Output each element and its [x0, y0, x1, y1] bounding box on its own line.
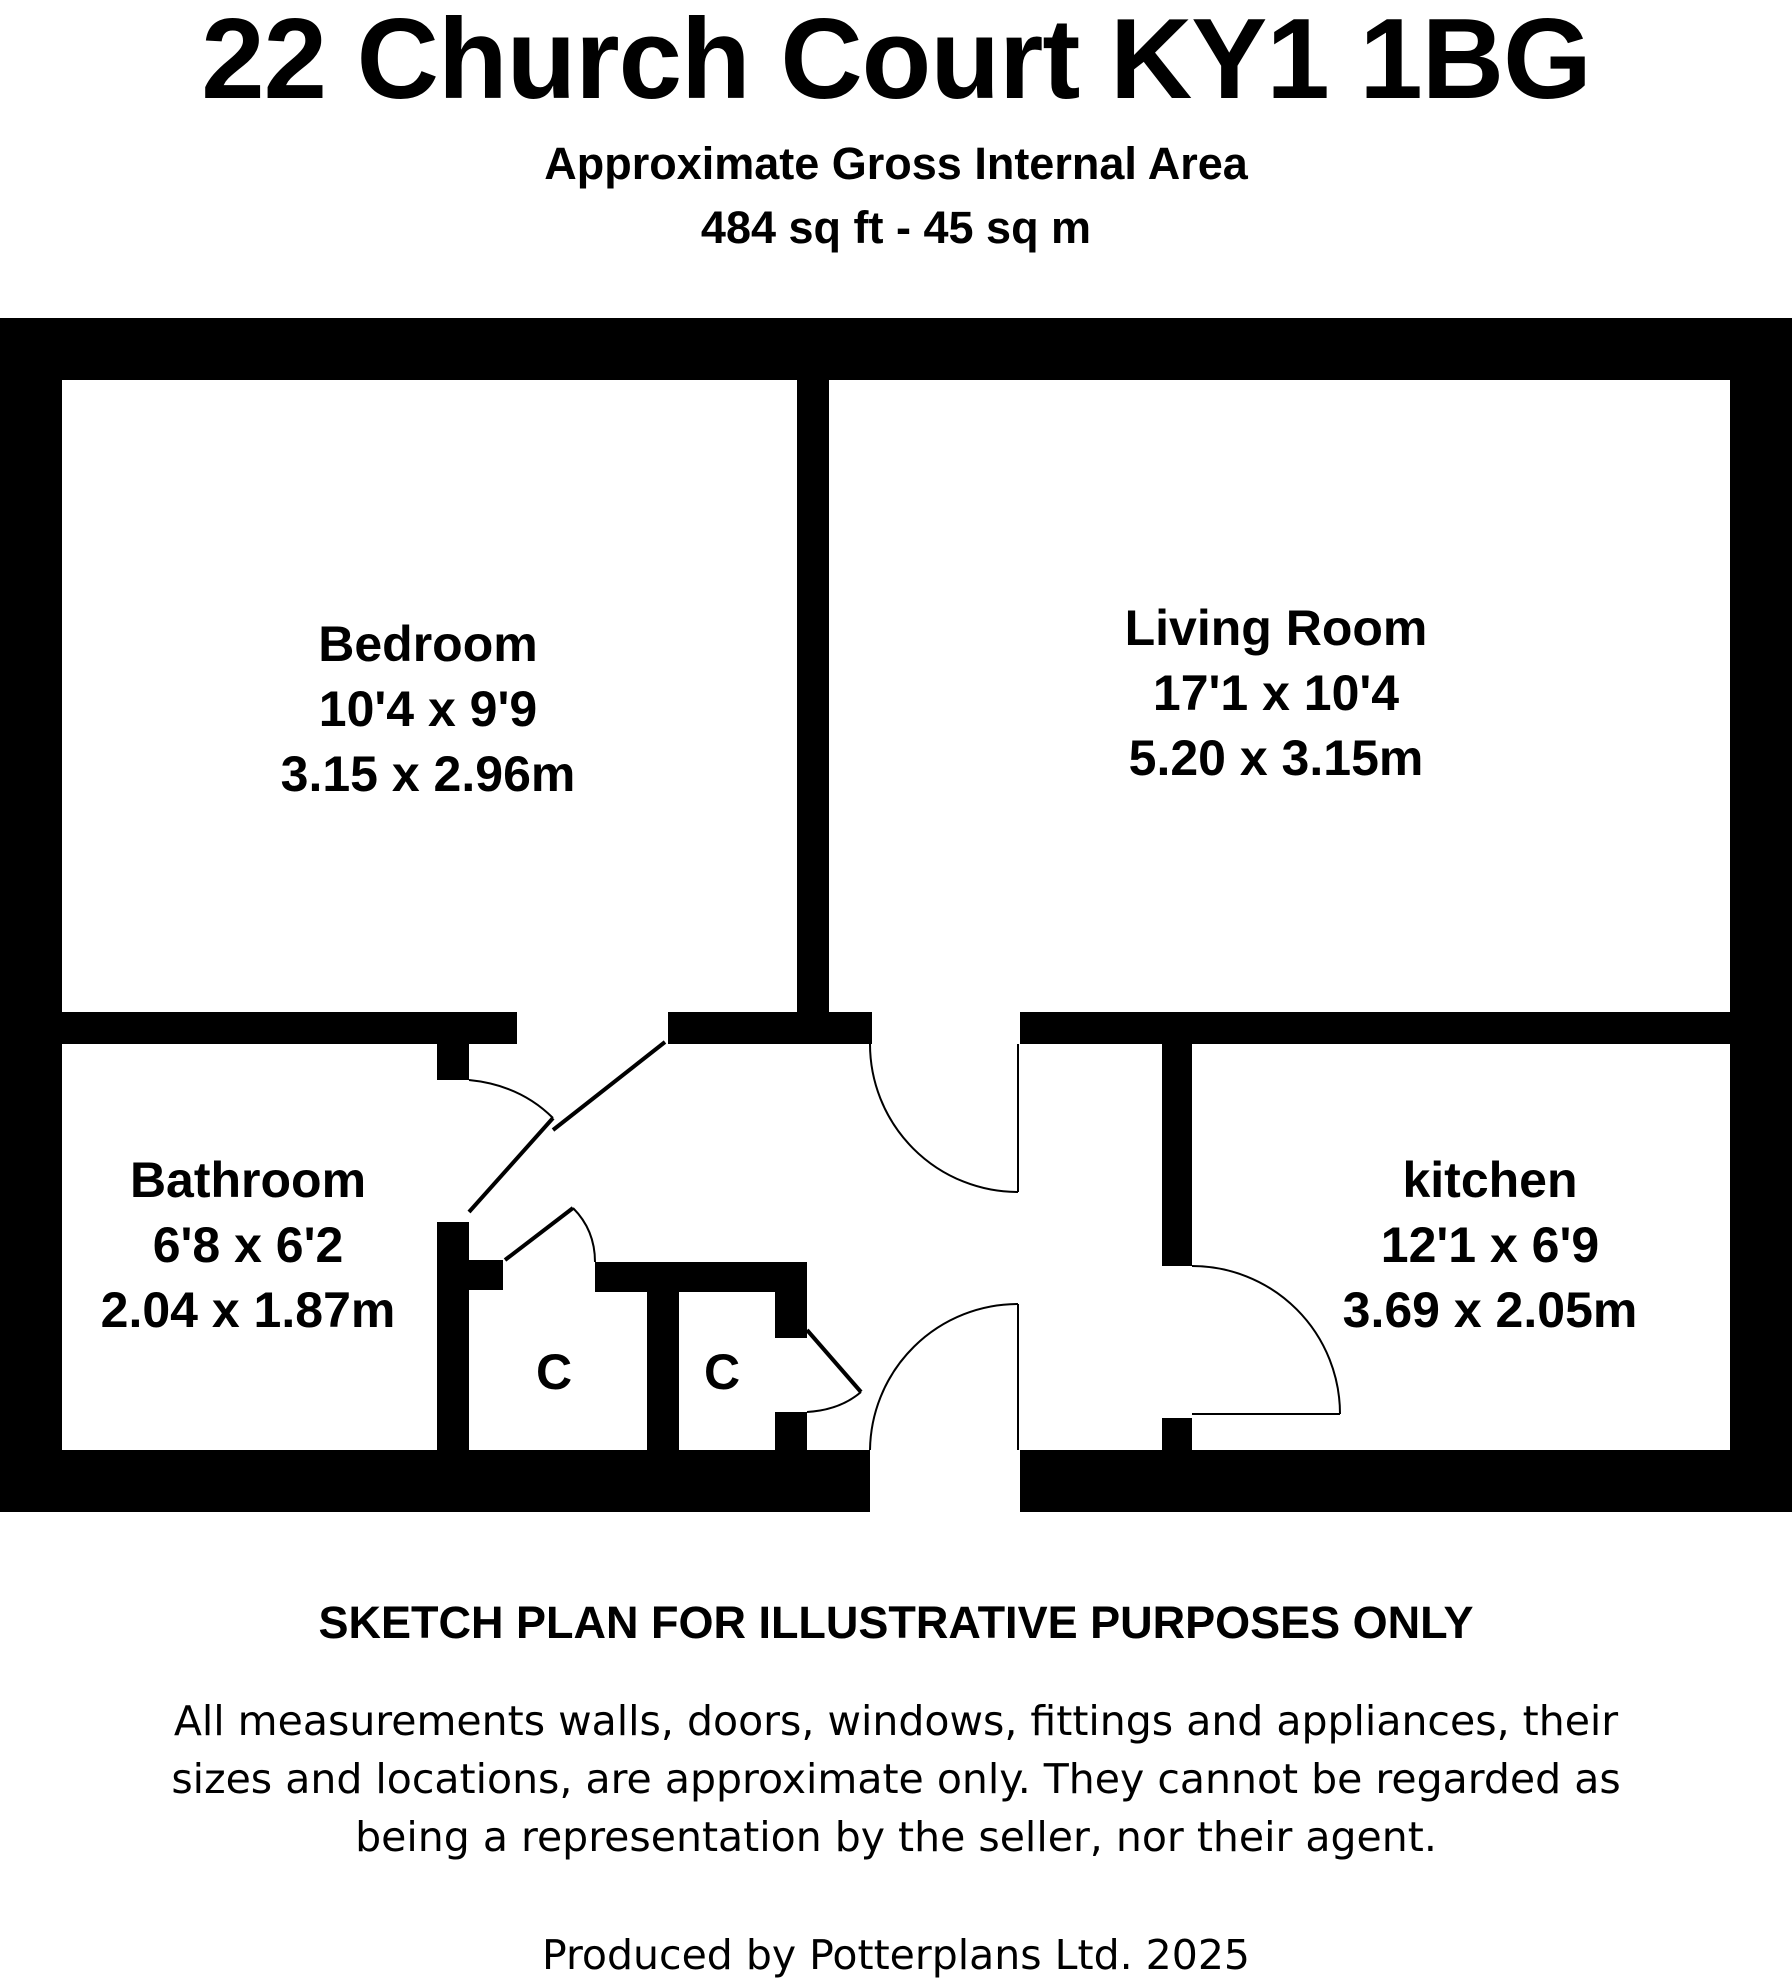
wall-closet-top-left	[469, 1260, 503, 1290]
room-size-imperial: 10'4 x 9'9	[318, 681, 538, 737]
wall-hall-top	[668, 1012, 870, 1044]
door-closet-2	[807, 1330, 861, 1392]
disclaimer-line-3: being a representation by the seller, nor their agent.	[355, 1813, 1437, 1861]
room-size-metric: 2.04 x 1.87m	[100, 1282, 396, 1338]
disclaimer-line-1: All measurements walls, doors, windows, fittings and appliances, their	[173, 1697, 1619, 1745]
room-name: Living Room	[1124, 600, 1428, 656]
wall-kitchen-stub	[1162, 1418, 1192, 1450]
door-bathroom	[469, 1118, 553, 1212]
disclaimer-heading: SKETCH PLAN FOR ILLUSTRATIVE PURPOSES ONLY	[318, 1597, 1474, 1648]
room-name: kitchen	[1402, 1152, 1578, 1208]
door-bedroom	[553, 1042, 665, 1130]
wall-right	[1730, 318, 1792, 1512]
room-size-imperial: 17'1 x 10'4	[1152, 665, 1400, 721]
room-size-imperial: 6'8 x 6'2	[152, 1217, 344, 1273]
closet-label-2: C	[704, 1344, 741, 1400]
wall-closet-jamb-bottom	[775, 1412, 807, 1450]
area-label: Approximate Gross Internal Area	[544, 138, 1248, 189]
swing-closet-1	[573, 1208, 595, 1262]
wall-bedroom-bottom	[62, 1012, 517, 1044]
wall-kitchen-left	[1162, 1044, 1192, 1266]
room-size-metric: 3.69 x 2.05m	[1342, 1282, 1638, 1338]
wall-bottom-right	[1020, 1450, 1792, 1512]
wall-closet-top	[595, 1262, 807, 1292]
room-name: Bedroom	[318, 616, 538, 672]
swing-entrance	[870, 1304, 1018, 1450]
wall-closet-jamb-top	[775, 1292, 807, 1338]
room-bathroom	[68, 1148, 428, 1343]
wall-living-bottom	[1020, 1012, 1730, 1044]
swing-closet-2	[807, 1392, 861, 1412]
plan-title: 22 Church Court KY1 1BG	[201, 0, 1591, 123]
room-living-room	[1076, 596, 1476, 791]
closet-label-1: C	[536, 1344, 573, 1400]
room-size-metric: 3.15 x 2.96m	[280, 746, 576, 802]
wall-left	[0, 318, 62, 1512]
room-kitchen	[1290, 1148, 1690, 1343]
area-value: 484 sq ft - 45 sq m	[700, 202, 1092, 253]
wall-top	[0, 318, 1792, 380]
door-closet-1	[505, 1208, 573, 1260]
wall-bathroom-right	[437, 1222, 469, 1450]
wall-bathroom-stub	[437, 1044, 469, 1080]
swing-bedroom	[469, 1080, 553, 1118]
door-swings	[469, 1044, 1340, 1450]
swing-living	[870, 1044, 1018, 1192]
disclaimer-line-2: sizes and locations, are approximate only. They cannot be regarded as	[171, 1755, 1621, 1803]
wall-closet-divider	[647, 1292, 679, 1450]
room-bedroom	[228, 612, 628, 807]
wall-bedroom-living	[797, 380, 829, 1014]
footer-credit: Produced by Potterplans Ltd. 2025	[541, 1931, 1251, 1979]
room-size-imperial: 12'1 x 6'9	[1380, 1217, 1600, 1273]
wall-bottom-left	[0, 1450, 870, 1512]
room-size-metric: 5.20 x 3.15m	[1128, 730, 1424, 786]
room-name: Bathroom	[129, 1152, 367, 1208]
